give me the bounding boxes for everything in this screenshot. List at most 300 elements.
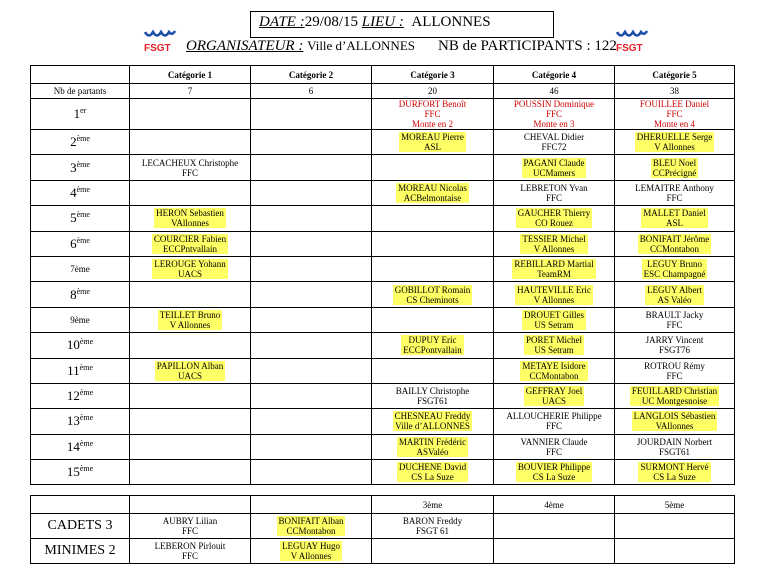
rider-name: JARRY Vincent xyxy=(645,335,704,346)
rider-entry xyxy=(512,259,595,279)
rider-entry xyxy=(644,361,705,381)
rider-name: LEGUY Bruno xyxy=(647,259,702,270)
rider-name: DUPUY Eric xyxy=(408,335,457,346)
participants-label: NB de PARTICIPANTS : xyxy=(438,38,591,54)
rider-cell xyxy=(494,383,615,408)
rider-entry xyxy=(393,411,473,431)
rider-name: ALLOUCHERIE Philippe xyxy=(506,411,602,422)
rider-club: FFC xyxy=(666,192,683,203)
rider-name: VANNIER Claude xyxy=(520,436,588,447)
youth-header: 5ème xyxy=(615,496,735,514)
organizer-value: Ville d’ALLONNES xyxy=(307,38,415,53)
rank-suffix: ème xyxy=(79,413,94,423)
empty-cell xyxy=(251,333,372,358)
table-row xyxy=(31,155,735,180)
rider-cell xyxy=(615,130,735,155)
lieu-label: LIEU : xyxy=(361,14,404,30)
empty-cell xyxy=(372,155,494,180)
rider-entry xyxy=(401,335,464,355)
results-table xyxy=(30,65,735,485)
rider-name: BARON Freddy xyxy=(402,516,463,526)
rider-club: CCMontabon xyxy=(529,370,579,381)
empty-cell xyxy=(372,539,494,564)
rider-cell xyxy=(494,434,615,459)
rider-entry xyxy=(641,208,708,228)
rider-entry xyxy=(393,285,473,305)
category-header: Catégorie 1 xyxy=(130,66,251,84)
rider-cell xyxy=(372,130,494,155)
rider-cell xyxy=(494,460,615,485)
rider-club: CS La Suze xyxy=(653,472,696,483)
rank-suffix: ème xyxy=(79,337,94,347)
rank-cell xyxy=(31,231,130,256)
empty-cell xyxy=(251,155,372,180)
category-header: Catégorie 4 xyxy=(494,66,615,84)
rider-club: FSGT61 xyxy=(416,396,448,407)
rider-entry xyxy=(163,516,217,536)
rider-name: GEFFRAY Joel xyxy=(525,386,583,397)
logo-swoosh-icon xyxy=(145,31,175,36)
organizer xyxy=(186,38,415,55)
table-row xyxy=(31,231,735,256)
rider-name: TEILLET Bruno xyxy=(159,309,221,320)
fsgt-logo-left xyxy=(142,28,178,54)
rider-entry xyxy=(514,99,594,129)
rider-club: V Allonnes xyxy=(533,243,575,254)
rider-cell xyxy=(372,333,494,358)
date-value: 29/08/15 xyxy=(304,14,359,30)
rider-club: CCMontabon xyxy=(286,526,336,536)
rider-club: UACS xyxy=(541,396,566,407)
rider-club: CS La Suze xyxy=(532,472,576,483)
rider-name: PORET Michel xyxy=(525,335,583,346)
rider-club: Ville d’ALLONNES xyxy=(395,421,470,432)
rider-entry xyxy=(142,158,238,178)
rider-entry xyxy=(630,386,719,406)
rider-cell xyxy=(372,434,494,459)
rank-cell xyxy=(31,130,130,155)
rider-entry xyxy=(522,158,587,178)
rider-club: V Allonnes xyxy=(169,319,211,330)
rank-suffix: ème xyxy=(76,134,90,144)
rank-suffix: ème xyxy=(76,235,90,245)
fsgt-logo-right xyxy=(614,28,650,54)
rank-suffix: er xyxy=(80,106,87,115)
rider-name: DHERUELLE Serge xyxy=(636,132,713,143)
rider-name: MARTIN Frédéric xyxy=(398,436,467,447)
empty-cell xyxy=(130,130,251,155)
date-label: DATE : xyxy=(259,14,305,30)
rider-entry xyxy=(635,183,714,203)
empty-cell xyxy=(251,256,372,281)
empty-cell xyxy=(372,256,494,281)
rank-cell xyxy=(31,434,130,459)
empty-cell xyxy=(130,99,251,130)
rider-entry xyxy=(399,99,467,129)
rider-name: BONIFAIT Jérôme xyxy=(639,233,710,244)
rank-cell xyxy=(31,99,130,130)
rider-club: FFC xyxy=(666,319,683,330)
rider-cell xyxy=(494,333,615,358)
partants-row xyxy=(31,84,735,99)
rank-number: 1 xyxy=(73,106,81,121)
rider-name: REBILLARD Martial xyxy=(514,259,594,270)
rider-club: ESC Champagné xyxy=(643,269,706,280)
rider-note: Monte en 2 xyxy=(412,119,453,129)
partants-count: 7 xyxy=(130,84,251,99)
table-row xyxy=(31,282,735,307)
rider-club: FFC xyxy=(181,551,198,561)
youth-header xyxy=(130,496,251,514)
empty-cell xyxy=(372,307,494,332)
rider-club: FFC xyxy=(545,421,562,432)
partants-count: 6 xyxy=(251,84,372,99)
rider-cell xyxy=(494,256,615,281)
rank-cell xyxy=(31,409,130,434)
rider-club: CCMontabon xyxy=(649,243,699,254)
rider-name: LANGLOIS Sébastien xyxy=(633,411,716,422)
rider-cell xyxy=(251,539,372,564)
rider-cell xyxy=(615,307,735,332)
rider-club: V Allonnes xyxy=(654,142,695,153)
partants-label: Nb de partants xyxy=(31,84,130,99)
rider-entry xyxy=(642,259,708,279)
rider-entry xyxy=(524,132,584,152)
rider-club: ASValéo xyxy=(416,446,449,457)
rider-cell xyxy=(130,539,251,564)
empty-cell xyxy=(251,206,372,231)
rider-name: LEROUGE Yohann xyxy=(154,259,226,270)
rank-cell xyxy=(31,206,130,231)
rank-cell xyxy=(31,460,130,485)
rider-cell xyxy=(130,358,251,383)
rider-entry xyxy=(396,183,469,203)
rider-name: POUSSIN Dominique xyxy=(513,99,595,109)
empty-cell xyxy=(251,180,372,205)
rider-entry xyxy=(397,437,468,457)
table-row xyxy=(31,307,735,332)
rider-cell xyxy=(372,282,494,307)
empty-cell xyxy=(372,231,494,256)
rider-note: Monte en 3 xyxy=(533,119,575,129)
table-row xyxy=(31,514,735,539)
rider-cell xyxy=(494,231,615,256)
rider-club: FFC72 xyxy=(541,142,567,153)
rider-club: FFC xyxy=(545,192,562,203)
rider-cell xyxy=(494,155,615,180)
rider-cell xyxy=(494,206,615,231)
rider-club: ECCPntvallain xyxy=(162,243,217,254)
rank-number: 6 xyxy=(70,235,77,251)
category-header-row xyxy=(31,66,735,84)
partants-count: 46 xyxy=(494,84,615,99)
empty-cell xyxy=(494,539,615,564)
rider-entry xyxy=(277,516,346,536)
youth-category-label: CADETS 3 xyxy=(31,514,130,539)
rank-suffix: ème xyxy=(76,210,90,220)
empty-cell xyxy=(251,460,372,485)
rider-name: BRAULT Jacky xyxy=(645,309,704,320)
empty-cell xyxy=(251,130,372,155)
table-row xyxy=(31,409,735,434)
rider-name: GOBILLOT Romain xyxy=(394,284,471,295)
rider-cell xyxy=(494,282,615,307)
rank-number: 14 xyxy=(66,438,80,454)
empty-cell xyxy=(130,333,251,358)
empty-cell xyxy=(130,409,251,434)
rider-club: VAllonnes xyxy=(655,421,694,432)
rank-suffix: ème xyxy=(76,286,90,296)
rider-entry xyxy=(515,285,593,305)
rider-entry xyxy=(635,132,715,152)
rank-cell xyxy=(31,333,130,358)
rank-cell xyxy=(31,282,130,307)
rider-name: LEBRETON Yvan xyxy=(520,182,588,193)
rider-entry xyxy=(638,462,710,482)
rank-number: 11 xyxy=(67,362,80,378)
empty-cell xyxy=(251,383,372,408)
empty-cell xyxy=(130,383,251,408)
rider-cell xyxy=(372,99,494,130)
empty-cell xyxy=(372,358,494,383)
rank-suffix: ème xyxy=(76,159,90,169)
youth-table xyxy=(30,495,735,564)
table-row xyxy=(31,130,735,155)
rider-cell xyxy=(494,180,615,205)
table-row xyxy=(31,180,735,205)
organizer-label: ORGANISATEUR : xyxy=(186,38,304,54)
rider-club: UC Montgesnoise xyxy=(641,396,708,407)
rider-club: ASL xyxy=(423,142,441,153)
rider-entry xyxy=(651,158,699,178)
rider-club: FSGT76 xyxy=(658,345,690,356)
rider-entry xyxy=(646,335,704,355)
rider-name: TESSIER Michel xyxy=(522,233,586,244)
rider-club: UACS xyxy=(177,269,202,280)
rider-name: SURMONT Hervé xyxy=(640,462,709,473)
rider-name: LEGUY Albert xyxy=(647,284,702,295)
rank-number: 3 xyxy=(70,159,77,175)
corner-cell xyxy=(31,66,130,84)
rider-name: DUCHENE David xyxy=(398,462,467,473)
rider-club: FSGT 61 xyxy=(415,526,450,536)
table-row xyxy=(31,539,735,564)
rider-entry xyxy=(154,208,226,228)
rank-cell xyxy=(31,307,130,332)
rider-entry xyxy=(520,437,587,457)
rider-club: CO Rouez xyxy=(535,218,573,229)
rider-name: DROUET Gilles xyxy=(523,309,585,320)
rank-number: 8 xyxy=(70,286,77,302)
empty-cell xyxy=(251,358,372,383)
rider-name: FOUILLEE Daniel xyxy=(639,99,710,109)
rider-entry xyxy=(397,462,468,482)
rider-cell xyxy=(494,409,615,434)
rider-cell xyxy=(494,99,615,130)
rider-entry xyxy=(403,516,462,536)
rider-entry xyxy=(522,310,586,330)
logo-text: FSGT xyxy=(616,43,643,54)
rider-cell xyxy=(615,206,735,231)
empty-cell xyxy=(251,409,372,434)
rider-club: CCPrécigné xyxy=(652,167,697,178)
rank-number: 9ème xyxy=(70,314,90,325)
rider-club: FSGT61 xyxy=(658,446,690,457)
rider-cell xyxy=(372,514,494,539)
rider-name: GAUCHER Thierry xyxy=(517,208,591,219)
rider-entry xyxy=(637,437,712,457)
rider-cell xyxy=(130,307,251,332)
rider-club: VAllonnes xyxy=(171,218,209,229)
rider-cell xyxy=(615,256,735,281)
empty-cell xyxy=(130,434,251,459)
rank-suffix: ème xyxy=(79,388,94,398)
rider-name: CHEVAL Didier xyxy=(523,132,585,143)
rider-name: LEMAITRE Anthony xyxy=(635,182,714,193)
rider-entry xyxy=(646,310,704,330)
rider-club: FFC xyxy=(545,446,562,457)
empty-cell xyxy=(251,99,372,130)
rank-cell xyxy=(31,155,130,180)
lieu-value: ALLONNES xyxy=(411,14,491,30)
empty-cell xyxy=(372,206,494,231)
rider-name: MOREAU Pierre xyxy=(401,132,464,143)
empty-cell xyxy=(615,539,735,564)
empty-cell xyxy=(251,307,372,332)
rider-entry xyxy=(516,462,592,482)
rider-cell xyxy=(372,460,494,485)
rider-cell xyxy=(615,333,735,358)
table-row xyxy=(31,99,735,130)
rider-club: ECCPontvallain xyxy=(403,345,462,356)
rider-entry xyxy=(632,411,718,431)
rider-name: BONIFAIT Alban xyxy=(278,516,344,526)
rider-name: JOURDAIN Norbert xyxy=(636,436,713,447)
rider-cell xyxy=(372,409,494,434)
rank-cell xyxy=(31,256,130,281)
rider-entry xyxy=(640,99,709,129)
rider-entry xyxy=(396,386,470,406)
rider-club: V Allonnes xyxy=(290,551,332,561)
rider-cell xyxy=(130,514,251,539)
rider-club: ACBelmontaise xyxy=(403,192,462,203)
youth-category-label: MINIMES 2 xyxy=(31,539,130,564)
participants-value: 122 xyxy=(594,38,617,54)
rider-entry xyxy=(645,285,704,305)
rider-club: CS La Suze xyxy=(411,472,454,483)
rank-number: 10 xyxy=(66,337,80,353)
rank-cell xyxy=(31,383,130,408)
rider-cell xyxy=(615,434,735,459)
rider-club: CS Cheminots xyxy=(406,294,459,305)
rank-number: 4 xyxy=(70,184,77,200)
rider-name: CHESNEAU Freddy xyxy=(394,411,471,422)
rider-club: FFC xyxy=(545,109,562,119)
rank-cell xyxy=(31,180,130,205)
youth-header: 3ème xyxy=(372,496,494,514)
rider-cell xyxy=(251,514,372,539)
table-row xyxy=(31,333,735,358)
rider-cell xyxy=(615,383,735,408)
rider-name: PAGANI Claude xyxy=(523,157,585,168)
table-row xyxy=(31,256,735,281)
rider-name: MALLET Daniel xyxy=(643,208,706,219)
rank-number: 2 xyxy=(70,134,77,150)
rider-name: BOUVIER Philippe xyxy=(517,462,591,473)
rider-entry xyxy=(399,132,466,152)
rider-note: Monte en 4 xyxy=(654,119,695,129)
rider-cell xyxy=(372,180,494,205)
rider-entry xyxy=(152,234,228,254)
rider-club: TeamRM xyxy=(537,269,571,280)
rider-club: UCMamers xyxy=(532,167,575,178)
empty-cell xyxy=(615,514,735,539)
table-row xyxy=(31,383,735,408)
empty-cell xyxy=(130,460,251,485)
rider-club: US Setram xyxy=(534,345,574,356)
table-row xyxy=(31,460,735,485)
rider-name: ROTROU Rémy xyxy=(644,360,705,371)
rider-club: UACS xyxy=(177,370,202,381)
youth-header xyxy=(31,496,130,514)
partants-count: 20 xyxy=(372,84,494,99)
logo-text: FSGT xyxy=(144,43,171,54)
participants-count xyxy=(438,38,617,55)
partants-count: 38 xyxy=(615,84,735,99)
rider-name: FEUILLARD Christian xyxy=(631,386,718,397)
rider-cell xyxy=(494,358,615,383)
rider-cell xyxy=(372,383,494,408)
rider-name: LECACHEUX Christophe xyxy=(141,157,239,168)
table-row xyxy=(31,358,735,383)
category-header: Catégorie 5 xyxy=(615,66,735,84)
youth-header: 4ème xyxy=(494,496,615,514)
empty-cell xyxy=(251,434,372,459)
rider-entry xyxy=(516,208,593,228)
rider-name: LEGUAY Hugo xyxy=(281,541,341,551)
rider-cell xyxy=(615,99,735,130)
rider-club: FFC xyxy=(181,526,198,536)
rider-club: AS Valéo xyxy=(657,294,692,305)
rider-entry xyxy=(520,234,587,254)
rider-name: LEBERON Pirlouit xyxy=(154,541,226,551)
category-header: Catégorie 2 xyxy=(251,66,372,84)
rider-name: METAYE Isidore xyxy=(522,360,586,371)
rider-name: DURFORT Benoît xyxy=(398,99,467,109)
rider-club: ASL xyxy=(665,218,683,229)
rider-name: HAUTEVILLE Eric xyxy=(517,284,591,295)
rank-number: 13 xyxy=(66,413,80,429)
rider-cell xyxy=(615,409,735,434)
rank-number: 15 xyxy=(66,464,80,480)
rider-club: US Setram xyxy=(534,319,574,330)
empty-cell xyxy=(251,282,372,307)
rank-number: 7ème xyxy=(70,264,90,275)
rider-cell xyxy=(615,282,735,307)
rank-number: 5 xyxy=(70,210,77,226)
table-row xyxy=(31,206,735,231)
rider-club: FFC xyxy=(666,370,683,381)
rider-entry xyxy=(520,361,587,381)
rider-club: FFC xyxy=(424,109,441,119)
rider-name: COURCIER Fabien xyxy=(153,233,227,244)
rider-name: BAILLY Christophe xyxy=(395,386,470,397)
rider-name: HERON Sebastien xyxy=(156,208,224,219)
rider-cell xyxy=(615,231,735,256)
rider-club: V Allonnes xyxy=(533,294,575,305)
empty-cell xyxy=(130,180,251,205)
logo-swoosh-icon xyxy=(617,31,647,36)
